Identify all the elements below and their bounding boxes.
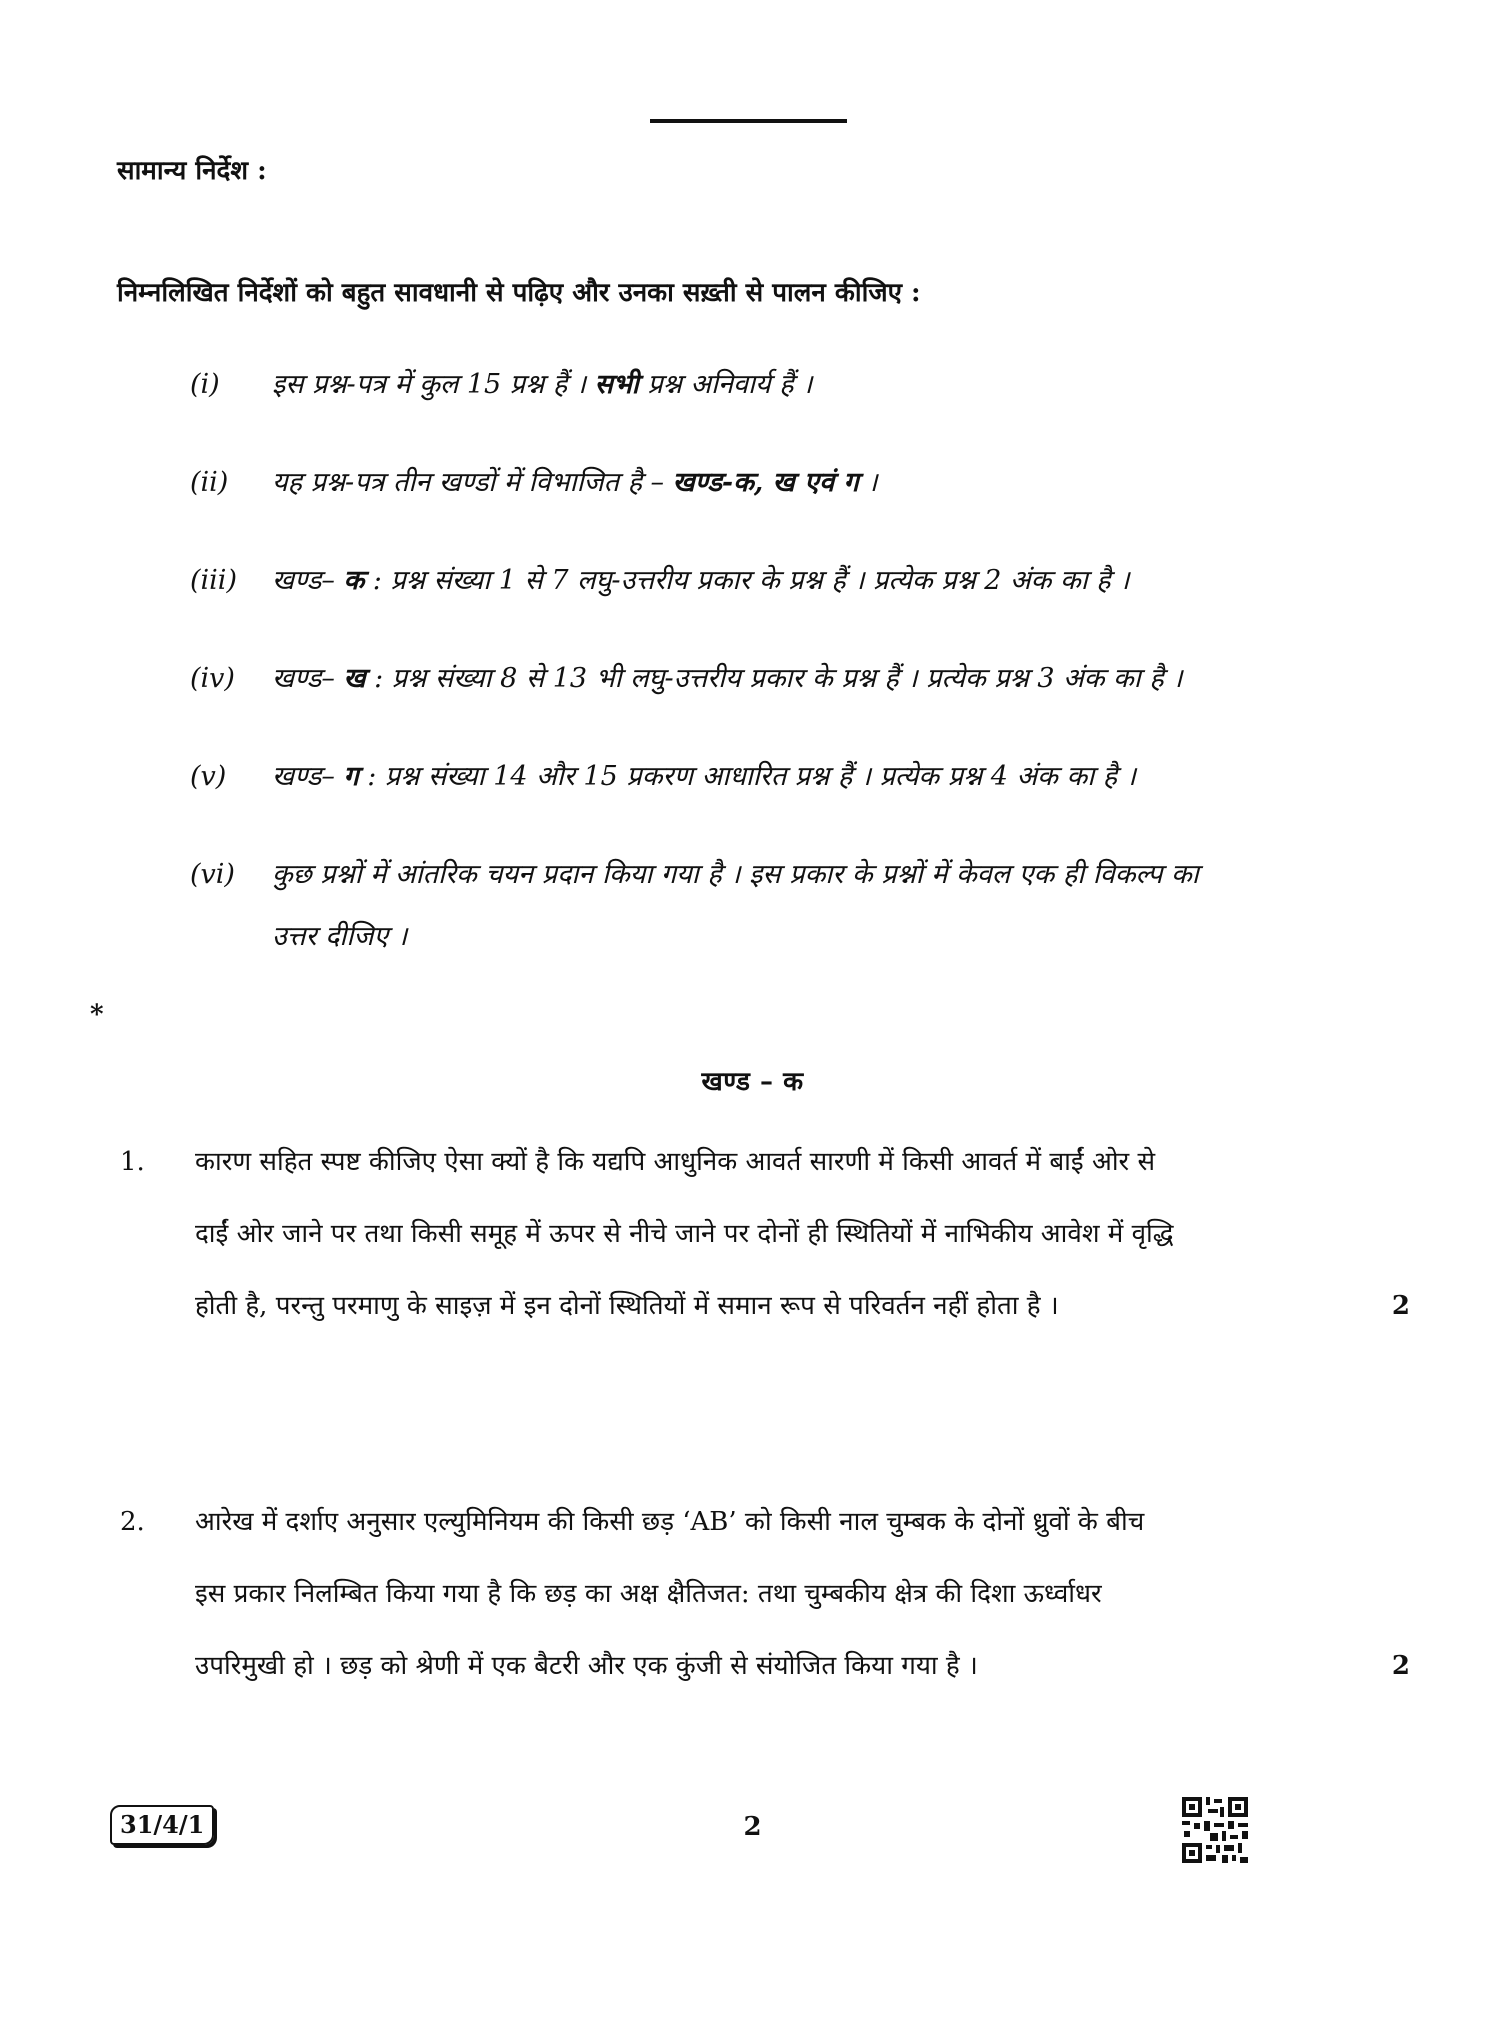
instruction-text: यह प्रश्न-पत्र तीन खण्डों में विभाजित है – खण्ड-क, ख एवं ग । xyxy=(272,467,878,498)
instruction-number: (ii) xyxy=(190,467,229,498)
question-text-line: होती है, परन्तु परमाणु के साइज़ में इन दोनों स्थितियों में समान रूप से परिवर्तन नहीं होता है । xyxy=(195,1291,1059,1321)
instruction-number: (v) xyxy=(190,761,227,792)
instruction-text: खण्ड– ग : प्रश्न संख्या 14 और 15 प्रकरण आधारित प्रश्न हैं । प्रत्येक प्रश्न 4 अंक का है । xyxy=(272,761,1136,792)
question-text-line: कारण सहित स्पष्ट कीजिए ऐसा क्यों है कि यद्यपि आधुनिक आवर्त सारणी में किसी आवर्त में बाईं ओर से xyxy=(195,1147,1156,1177)
section-title: खण्ड – क xyxy=(701,1067,804,1097)
instruction-number: (iv) xyxy=(190,663,235,694)
qr-code-icon xyxy=(1180,1795,1250,1865)
question-number: 1. xyxy=(120,1147,145,1177)
paper-code-badge: 31/4/1 xyxy=(110,1805,214,1845)
instruction-text: उत्तर दीजिए । xyxy=(272,921,408,952)
instruction-text: खण्ड– क : प्रश्न संख्या 1 से 7 लघु-उत्तरीय प्रकार के प्रश्न हैं । प्रत्येक प्रश्न 2 अंक का है । xyxy=(272,565,1130,596)
instruction-number: (vi) xyxy=(190,859,235,890)
question-marks: 2 xyxy=(1391,1651,1410,1681)
question-text-line: उपरिमुखी हो । छड़ को श्रेणी में एक बैटरी और एक कुंजी से संयोजित किया गया है । xyxy=(195,1651,978,1681)
general-instructions-title: सामान्य निर्देश : xyxy=(117,156,267,186)
instruction-number: (iii) xyxy=(190,565,237,596)
question-text-line: आरेख में दर्शाए अनुसार एल्युमिनियम की किसी छड़ ‘AB’ को किसी नाल चुम्बक के दोनों ध्रुवों के बीच xyxy=(195,1507,1145,1537)
instruction-number: (i) xyxy=(190,369,220,400)
instruction-text: खण्ड– ख : प्रश्न संख्या 8 से 13 भी लघु-उत्तरीय प्रकार के प्रश्न हैं । प्रत्येक प्रश्न 3 अंक का है । xyxy=(272,663,1183,694)
asterisk-mark: * xyxy=(90,1000,104,1030)
read-instructions-heading: निम्नलिखित निर्देशों को बहुत सावधानी से पढ़िए और उनका सख़्ती से पालन कीजिए : xyxy=(117,278,921,308)
question-marks: 2 xyxy=(1391,1291,1410,1321)
top-rule xyxy=(650,119,847,123)
instruction-text: कुछ प्रश्नों में आंतरिक चयन प्रदान किया गया है । इस प्रकार के प्रश्नों में केवल एक ही विकल्प का xyxy=(272,859,1199,890)
page-number: 2 xyxy=(743,1812,762,1842)
question-text-line: इस प्रकार निलम्बित किया गया है कि छड़ का अक्ष क्षैतिजत: तथा चुम्बकीय क्षेत्र की दिशा ऊर्ध्वाधर xyxy=(195,1579,1102,1609)
question-number: 2. xyxy=(120,1507,145,1537)
instruction-text: इस प्रश्न-पत्र में कुल 15 प्रश्न हैं । सभी प्रश्न अनिवार्य हैं । xyxy=(272,369,813,400)
question-text-line: दाईं ओर जाने पर तथा किसी समूह में ऊपर से नीचे जाने पर दोनों ही स्थितियों में नाभिकीय आवेश में वृद्धि xyxy=(195,1219,1174,1249)
